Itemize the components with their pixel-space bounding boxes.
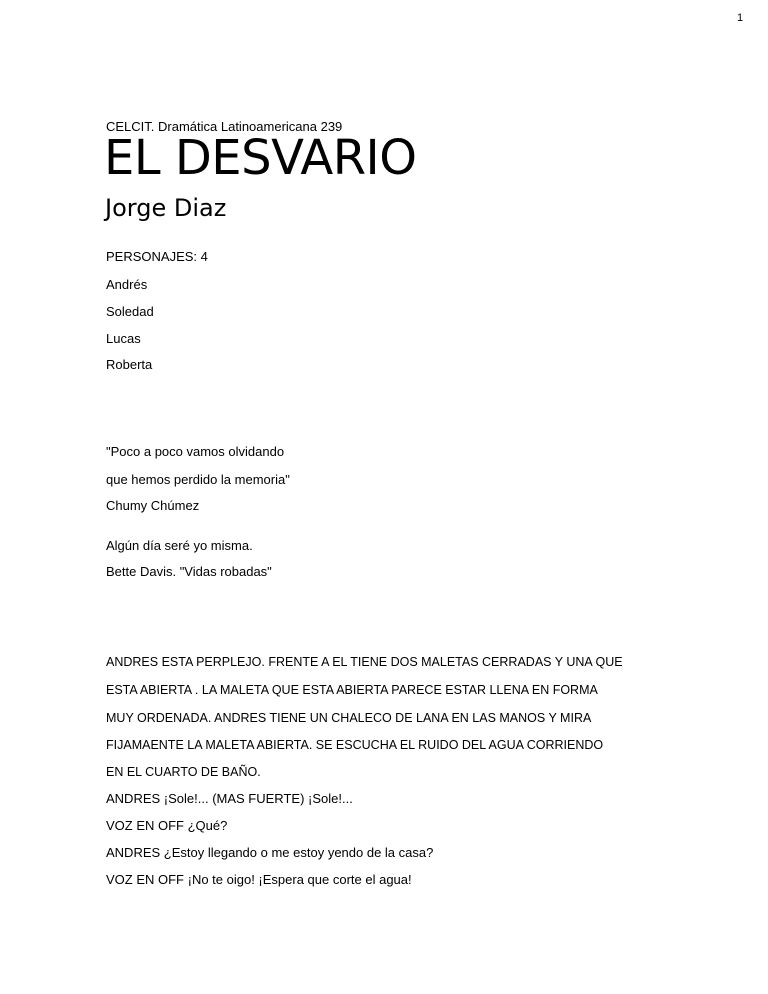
dialogue-line: ANDRES ¡Sole!... (MAS FUERTE) ¡Sole!...: [106, 791, 353, 806]
character-name: Lucas: [106, 331, 141, 346]
document-header: CELCIT. Dramática Latinoamericana 239: [106, 119, 343, 134]
epigraph-attribution: Bette Davis. "Vidas robadas": [106, 564, 272, 579]
epigraph-line: Algún día seré yo misma.: [106, 538, 253, 553]
author-name: Jorge Diaz: [105, 194, 227, 222]
stage-direction-line: MUY ORDENADA. ANDRES TIENE UN CHALECO DE LANA EN LAS MANOS Y MIRA: [106, 711, 592, 725]
dialogue-line: ANDRES ¿Estoy llegando o me estoy yendo de la casa?: [106, 845, 434, 860]
dialogue-line: VOZ EN OFF ¿Qué?: [106, 818, 228, 833]
character-name: Roberta: [106, 357, 153, 372]
characters-heading: PERSONAJES: 4: [106, 249, 208, 264]
stage-direction-line: EN EL CUARTO DE BAÑO.: [106, 765, 261, 779]
dialogue-line: VOZ EN OFF ¡No te oigo! ¡Espera que corte el agua!: [106, 872, 412, 887]
stage-direction-line: ESTA ABIERTA . LA MALETA QUE ESTA ABIERTA PARECE ESTAR LLENA EN FORMA: [106, 683, 598, 697]
play-title: EL DESVARIO: [104, 130, 417, 186]
epigraph-attribution: Chumy Chúmez: [106, 498, 200, 513]
epigraph-line: "Poco a poco vamos olvidando: [106, 444, 285, 459]
stage-direction-line: FIJAMAENTE LA MALETA ABIERTA. SE ESCUCHA EL RUIDO DEL AGUA CORRIENDO: [106, 738, 604, 752]
character-name: Andrés: [106, 277, 148, 292]
stage-direction-line: ANDRES ESTA PERPLEJO. FRENTE A EL TIENE DOS MALETAS CERRADAS Y UNA QUE: [106, 655, 623, 669]
epigraph-line: que hemos perdido la memoria": [106, 472, 290, 487]
character-name: Soledad: [106, 304, 154, 319]
page-number: 1: [737, 12, 744, 24]
